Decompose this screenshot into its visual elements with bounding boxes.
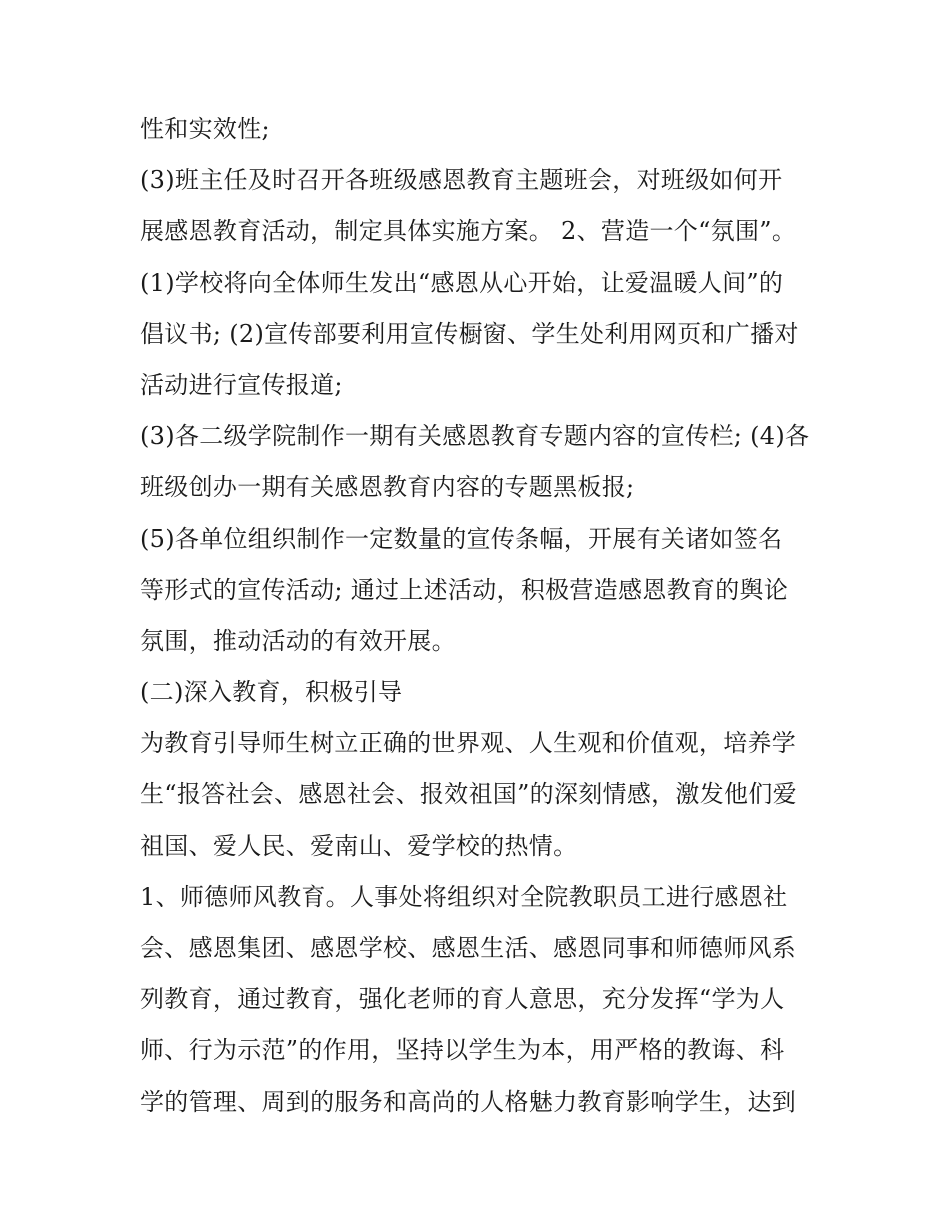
document-body [140, 104, 840, 1128]
text-line: 活动进行宣传报道; [140, 370, 343, 399]
text-line: 1、师德师风教育。人事处将组织对全院教职员工进行感恩社 [140, 882, 788, 911]
text-line: (3)班主任及时召开各班级感恩教育主题班会，对班级如何开 [140, 166, 783, 195]
text-line: 倡议书; (2)宣传部要利用宣传橱窗、学生处利用网页和广播对 [140, 319, 799, 348]
text-line: 班级创办一期有关感恩教育内容的专题黑板报; [140, 473, 635, 502]
text-line: 列教育，通过教育，强化老师的育人意思，充分发挥“学为人 [140, 985, 785, 1014]
text-line: 性和实效性; [140, 115, 270, 143]
text-line: (1)学校将向全体师生发出“感恩从心开始，让爱温暖人间”的 [140, 268, 784, 297]
text-line: 氛围，推动活动的有效开展。 [140, 626, 456, 655]
text-line: 祖国、爱人民、爱南山、爱学校的热情。 [140, 831, 578, 860]
text-line: 会、感恩集团、感恩学校、感恩生活、感恩同事和师德师风系 [140, 934, 797, 962]
text-line: 生“报答社会、感恩社会、报效祖国”的深刻情感，激发他们爱 [140, 780, 797, 809]
text-line: (5)各单位组织制作一定数量的宣传条幅，开展有关诸如签名 [140, 524, 783, 553]
text-line: 等形式的宣传活动; 通过上述活动，积极营造感恩教育的舆论 [140, 575, 789, 604]
section-heading: (二)深入教育，积极引导 [140, 678, 403, 707]
text-line: 师、行为示范”的作用，坚持以学生为本，用严格的教诲、科 [140, 1036, 785, 1065]
text-line: 展感恩教育活动，制定具体实施方案。 2、营造一个“氛围”。 [140, 217, 797, 246]
text-line: 学的管理、周到的服务和高尚的人格魅力教育影响学生，达到 [140, 1087, 797, 1116]
text-line: (3)各二级学院制作一期有关感恩教育专题内容的宣传栏; (4)各 [140, 422, 810, 451]
text-line: 为教育引导师生树立正确的世界观、人生观和价值观，培养学 [140, 729, 797, 758]
